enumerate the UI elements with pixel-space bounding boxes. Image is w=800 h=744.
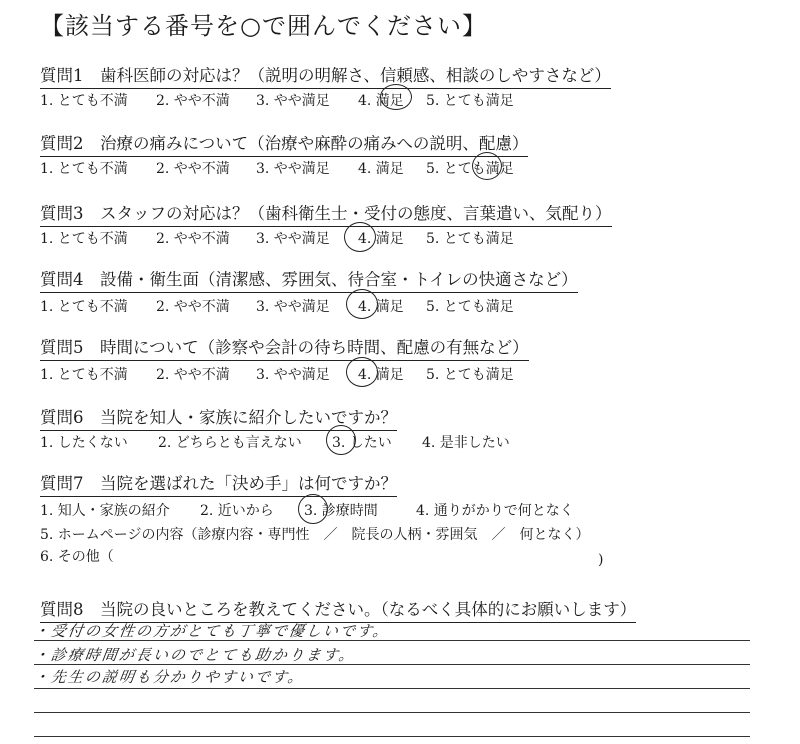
answer-line-3 [34,688,750,689]
q5-option-1[interactable]: 1. とても不満 [40,367,128,383]
q2-option-4[interactable]: 4. 満足 [358,161,404,177]
question-7-title: 質問7 当院を選ばれた「決め手」は何ですか？ [40,470,397,497]
q1-option-5[interactable]: 5. とても満足 [426,93,514,109]
q6-option-2[interactable]: 2. どちらとも言えない [158,435,302,451]
q3-option-3[interactable]: 3. やや満足 [256,231,330,247]
q5-option-3[interactable]: 3. やや満足 [256,367,330,383]
q7-option-6[interactable]: 6. その他（ [40,549,114,565]
q1-option-3[interactable]: 3. やや満足 [256,93,330,109]
question-1-title: 質問1 歯科医師の対応は？（説明の明解さ、信頼感、相談のしやすさなど） [40,62,611,89]
q4-option-2[interactable]: 2. やや不満 [156,299,230,315]
q5-option-2[interactable]: 2. やや不満 [156,367,230,383]
q7-option-3[interactable]: 3. 診療時間 [304,503,378,519]
q3-option-1[interactable]: 1. とても不満 [40,231,128,247]
question-3-title: 質問3 スタッフの対応は？（歯科衛生士・受付の態度、言葉遣い、気配り） [40,200,612,227]
q7-option-5[interactable]: 5. ホームページの内容（診療内容・専門性 ／ 院長の人柄・雰囲気 ／ 何となく） [40,527,590,543]
q3-option-2[interactable]: 2. やや不満 [156,231,230,247]
handwritten-answer-2: ・診療時間が長いのでとても助かります。 [32,646,358,664]
q7-option-2[interactable]: 2. 近いから [200,503,274,519]
q7-option-4[interactable]: 4. 通りがかりで何となく [416,503,574,519]
question-2-title: 質問2 治療の痛みについて（治療や麻酔の痛みへの説明、配慮） [40,130,528,157]
question-6-title: 質問6 当院を知人・家族に紹介したいですか？ [40,404,397,431]
q5-option-5[interactable]: 5. とても満足 [426,367,514,383]
q2-option-2[interactable]: 2. やや不満 [156,161,230,177]
q4-option-1[interactable]: 1. とても不満 [40,299,128,315]
q5-option-4[interactable]: 4. 満足 [358,367,404,383]
q4-option-5[interactable]: 5. とても満足 [426,299,514,315]
handwritten-answer-3: ・先生の説明も分かりやすいです。 [32,668,307,686]
q1-option-2[interactable]: 2. やや不満 [156,93,230,109]
q2-option-1[interactable]: 1. とても不満 [40,161,128,177]
q6-option-3[interactable]: 3. したい [332,435,392,451]
q6-option-4[interactable]: 4. 是非したい [422,435,510,451]
q4-option-3[interactable]: 3. やや満足 [256,299,330,315]
q2-option-3[interactable]: 3. やや満足 [256,161,330,177]
question-4-title: 質問4 設備・衛生面（清潔感、雰囲気、待合室・トイレの快適さなど） [40,266,578,293]
page-title: 【該当する番号を○で囲んでください】 [40,12,487,40]
q3-option-4[interactable]: 4. 満足 [358,231,404,247]
answer-line-4 [34,712,750,713]
answer-line-5 [34,736,750,737]
handwritten-answer-1: ・受付の女性の方がとても丁寧で優しいです。 [32,622,392,640]
q1-option-1[interactable]: 1. とても不満 [40,93,128,109]
q1-option-4[interactable]: 4. 満足 [358,93,404,109]
q7-option-6-close-paren: ) [598,552,604,568]
question-5-title: 質問5 時間について（診察や会計の待ち時間、配慮の有無など） [40,334,529,361]
question-8-title: 質問8 当院の良いところを教えてください。（なるべく具体的にお願いします） [40,596,636,623]
q4-option-4[interactable]: 4. 満足 [358,299,404,315]
q2-option-5[interactable]: 5. とても満足 [426,161,514,177]
q6-option-1[interactable]: 1. したくない [40,435,128,451]
q3-option-5[interactable]: 5. とても満足 [426,231,514,247]
q7-option-1[interactable]: 1. 知人・家族の紹介 [40,503,170,519]
